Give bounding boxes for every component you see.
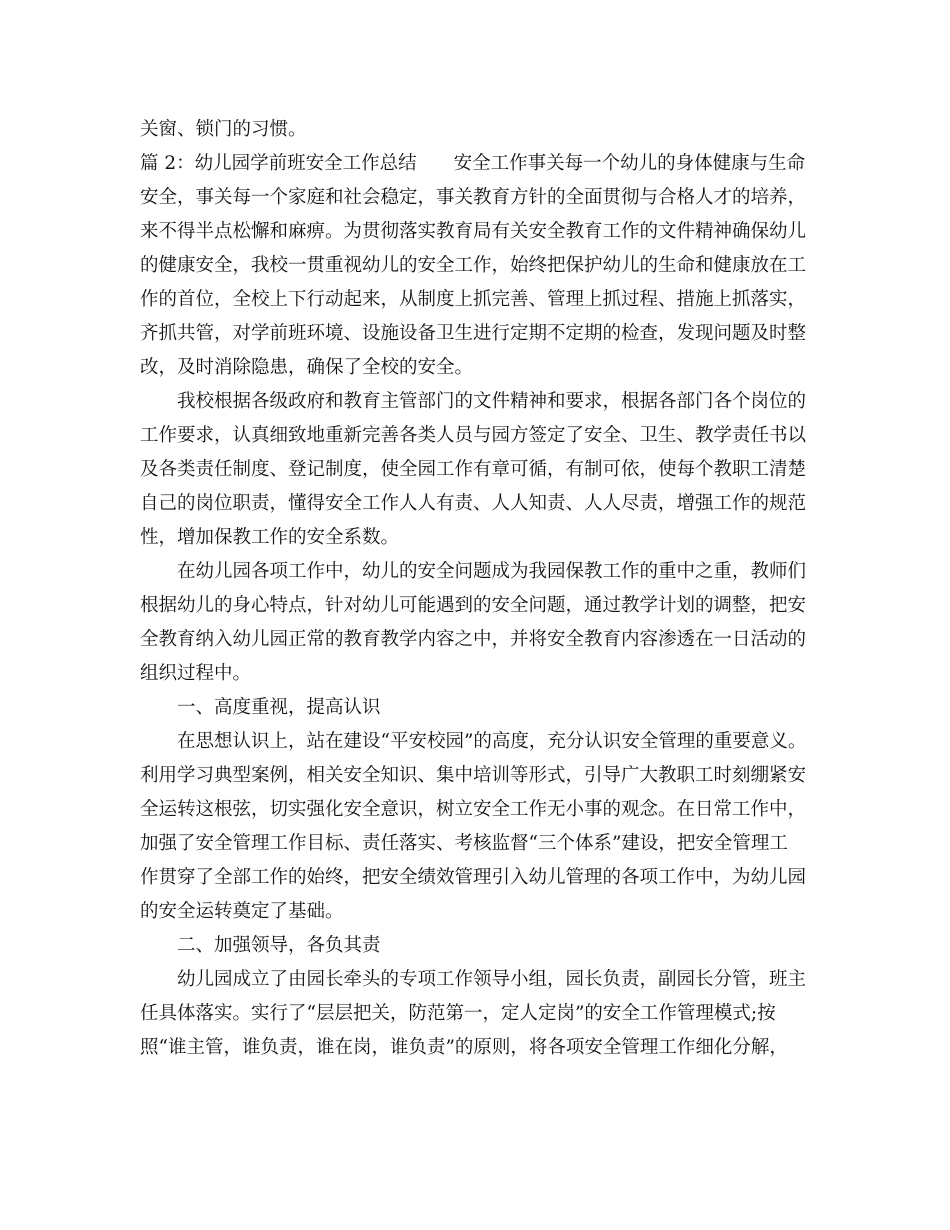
text-line: 加强了安全管理工作目标、责任落实、考核监督“三个体系”建设，把安全管理工 xyxy=(140,833,788,854)
text-line: 性，增加保教工作的安全系数。 xyxy=(140,527,400,548)
text-line: 的安全运转奠定了基础。 xyxy=(140,901,344,922)
text-line: 在思想认识上，站在建设“平安校园”的高度，充分认识安全管理的重要意义。 xyxy=(140,731,807,752)
text-line: 根据幼儿的身心特点，针对幼儿可能遇到的安全问题，通过教学计划的调整，把安 xyxy=(140,595,807,616)
text-line: 篇 2：幼儿园学前班安全工作总结 安全工作事关每一个幼儿的身体健康与生命 xyxy=(140,153,806,174)
text-line: 关窗、锁门的习惯。 xyxy=(140,119,307,140)
text-line: 来不得半点松懈和麻痹。为贯彻落实教育局有关安全教育工作的文件精神确保幼儿 xyxy=(140,221,807,242)
text-line: 幼儿园成立了由园长牵头的专项工作领导小组，园长负责，副园长分管，班主 xyxy=(140,969,807,990)
text-line: 齐抓共管，对学前班环境、设施设备卫生进行定期不定期的检查，发现问题及时整 xyxy=(140,323,807,344)
text-line: 及各类责任制度、登记制度，使全园工作有章可循，有制可依，使每个教职工清楚 xyxy=(140,459,807,480)
text-line: 照“谁主管，谁负责，谁在岗，谁负责”的原则，将各项安全管理工作细化分解， xyxy=(140,1037,788,1058)
text-line: 作贯穿了全部工作的始终，把安全绩效管理引入幼儿管理的各项工作中，为幼儿园 xyxy=(140,867,807,888)
text-line: 全运转这根弦，切实强化安全意识，树立安全工作无小事的观念。在日常工作中， xyxy=(140,799,807,820)
text-line: 组织过程中。 xyxy=(140,663,252,684)
text-line: 自己的岗位职责，懂得安全工作人人有责、人人知责、人人尽责，增强工作的规范 xyxy=(140,493,807,514)
section-heading: 二、加强领导，各负其责 xyxy=(140,935,381,956)
text-line: 任具体落实。实行了“层层把关，防范第一，定人定岗”的安全工作管理模式;按 xyxy=(140,1003,776,1024)
text-line: 安全，事关每一个家庭和社会稳定，事关教育方针的全面贯彻与合格人才的培养， xyxy=(140,187,807,208)
text-line: 工作要求，认真细致地重新完善各类人员与园方签定了安全、卫生、教学责任书以 xyxy=(140,425,807,446)
text-line: 的健康安全，我校一贯重视幼儿的安全工作，始终把保护幼儿的生命和健康放在工 xyxy=(140,255,807,276)
text-line: 我校根据各级政府和教育主管部门的文件精神和要求，根据各部门各个岗位的 xyxy=(140,391,807,412)
text-line: 在幼儿园各项工作中，幼儿的安全问题成为我园保教工作的重中之重，教师们 xyxy=(140,561,807,582)
section-heading: 一、高度重视，提高认识 xyxy=(140,697,381,718)
text-line: 作的首位，全校上下行动起来，从制度上抓完善、管理上抓过程、措施上抓落实， xyxy=(140,289,807,310)
text-line: 利用学习典型案例，相关安全知识、集中培训等形式，引导广大教职工时刻绷紧安 xyxy=(140,765,807,786)
text-line: 全教育纳入幼儿园正常的教育教学内容之中，并将安全教育内容渗透在一日活动的 xyxy=(140,629,807,650)
text-line: 改，及时消除隐患，确保了全校的安全。 xyxy=(140,357,474,378)
